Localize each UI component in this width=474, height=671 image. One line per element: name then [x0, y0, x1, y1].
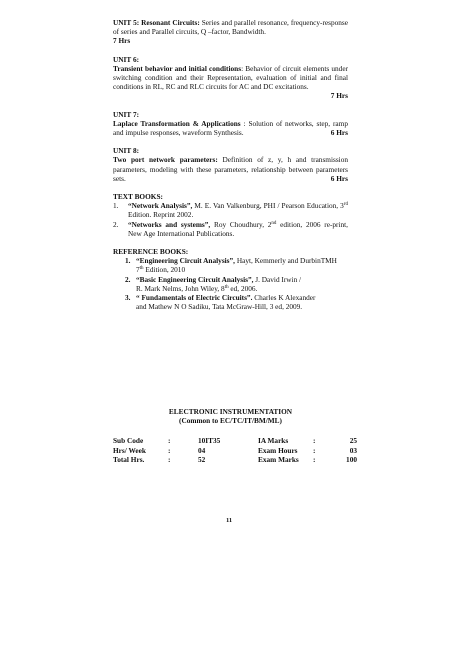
course-subtitle: (Common to EC/TC/IT/BM/ML)	[179, 416, 282, 425]
unit-heading: UNIT 6:	[113, 54, 140, 64]
unit-7	[113, 110, 348, 138]
unit-heading: UNIT 7:	[113, 109, 140, 119]
field-label: Exam Hours	[258, 445, 298, 455]
textbooks-section	[113, 192, 348, 238]
unit-description: : Solution of networks, step, ramp and impulse responses, waveform Synthesis.	[113, 118, 348, 138]
book-details-cont: ed, 2006.	[228, 283, 258, 293]
field-separator: :	[168, 445, 171, 455]
unit-title: Transient behavior and initial conditions	[113, 63, 242, 73]
field-label: Sub Code	[113, 436, 144, 445]
field-label: IA Marks	[258, 436, 289, 445]
book-title: “Basic Engineering Circuit Analysis”,	[136, 274, 254, 284]
reference-item	[125, 293, 348, 311]
book-details: M. E. Van Valkenburg, PHI / Pearson Education, 3	[192, 201, 344, 211]
list-number: 2.	[125, 274, 131, 284]
references-heading: REFERENCE BOOKS:	[113, 247, 189, 257]
field-value: 52	[198, 455, 206, 465]
field-value: 04	[198, 445, 206, 455]
textbooks-list	[113, 201, 348, 238]
unit-hours: 6 Hrs	[330, 128, 348, 138]
unit-hours: 7 Hrs	[113, 36, 131, 46]
unit-description: : Behavior of circuit elements under switching condition and their Representation, evaluation of initial and final conditions in RL, RC and RLC circuits for AC and DC excitations.	[113, 63, 348, 92]
field-separator: :	[313, 445, 316, 455]
page-number: 11	[226, 517, 233, 524]
book-details-cont: Edition, 2010	[143, 265, 186, 275]
field-value: 10IT35	[198, 436, 221, 445]
syllabus-content	[113, 18, 348, 320]
list-number: 3.	[125, 293, 131, 303]
unit-8-body	[113, 155, 348, 183]
field-value: 03	[349, 445, 357, 455]
field-separator: :	[168, 455, 171, 465]
textbook-item	[113, 220, 348, 238]
book-title: “Engineering Circuit Analysis”,	[136, 256, 235, 266]
field-label: Hrs/ Week	[113, 445, 146, 455]
unit-title: Two port network parameters:	[113, 155, 218, 165]
superscript: rd	[343, 202, 348, 208]
field-label: Total Hrs.	[113, 455, 145, 465]
superscript: nd	[271, 220, 277, 226]
list-number: 1.	[113, 201, 119, 211]
unit-heading: UNIT 5:	[113, 18, 140, 27]
unit-7-body	[113, 119, 348, 137]
references-list	[113, 256, 348, 311]
unit-title: Resonant Circuits:	[141, 18, 200, 27]
list-number: 2.	[113, 219, 119, 229]
list-number: 1.	[125, 256, 131, 266]
unit-title: Laplace Transformation & Applications	[113, 118, 241, 128]
book-details-cont: Edition. Reprint 2002.	[128, 210, 194, 220]
unit-hours: 6 Hrs	[330, 173, 348, 183]
field-separator: :	[313, 436, 316, 445]
textbooks-heading: TEXT BOOKS:	[113, 192, 163, 202]
unit-hours: 7 Hrs	[330, 91, 348, 101]
unit-5	[113, 18, 348, 46]
unit-8	[113, 146, 348, 183]
unit-5-body	[113, 18, 348, 36]
field-value: 25	[349, 436, 357, 445]
unit-description: Definition of z, y, h and transmission parameters, modeling with these parameters, relationship between parameters sets.	[113, 155, 348, 183]
field-separator: :	[168, 436, 171, 445]
book-title: “ Fundamentals of Electric Circuits”.	[136, 293, 253, 303]
superscript: th	[139, 266, 144, 272]
table-row	[113, 455, 357, 465]
field-separator: :	[313, 455, 316, 465]
table-row	[113, 446, 357, 456]
references-section	[113, 247, 348, 311]
book-details-line2: and Mathew N O Sadiku, Tata McGraw-Hill, 3 ed, 2009.	[136, 302, 303, 312]
unit-6	[113, 55, 348, 101]
course-title: ELECTRONIC INSTRUMENTATION	[168, 407, 293, 416]
book-details: Hayt, Kemmerly and DurbinTMH	[235, 256, 337, 266]
reference-item	[125, 275, 348, 293]
table-row	[113, 436, 357, 446]
field-label: Exam Marks	[258, 455, 299, 465]
field-value: 100	[346, 455, 357, 465]
unit-description: Series and parallel resonance, frequency-response of series and Parallel circuits, Q –factor, Bandwidth.	[113, 18, 348, 37]
book-title: “Networks and systems”,	[128, 219, 211, 229]
book-details: Charles K Alexander	[252, 293, 316, 303]
book-details-cont: edition, 2006 re-print, New Age International Publications.	[128, 219, 348, 238]
course-details-table	[113, 436, 357, 465]
textbook-item	[113, 201, 348, 219]
unit-heading: UNIT 8:	[113, 146, 140, 156]
superscript: th	[224, 284, 229, 290]
book-title: “Network Analysis”,	[128, 201, 193, 211]
book-details: J. David Irwin /	[253, 274, 302, 284]
reference-item	[125, 256, 348, 274]
book-details: Roy Choudhury, 2	[210, 219, 272, 229]
book-details-line2: 7	[136, 265, 140, 275]
book-details-line2: R. Mark Nelms, John Wiley, 8	[136, 283, 225, 293]
unit-6-body	[113, 64, 348, 92]
